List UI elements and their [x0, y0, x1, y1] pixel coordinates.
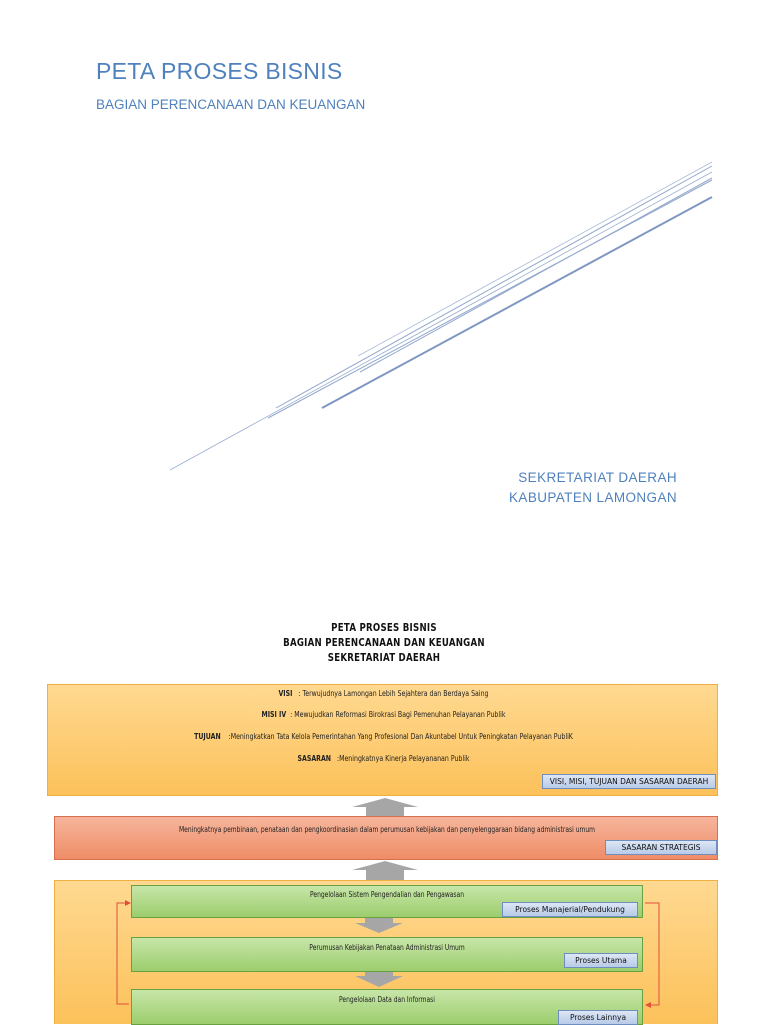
up-arrow-icon [350, 861, 420, 880]
cover-title: PETA PROSES BISNIS [96, 58, 343, 84]
process-stage-3 [131, 989, 643, 1025]
process-stage-3-tag: Proses Lainnya [558, 1010, 638, 1025]
up-arrow-icon [350, 798, 420, 816]
tujuan-row [122, 732, 645, 741]
process-stage-2-label: Perumusan Kebijakan Penataan Administrasi Umum [309, 943, 465, 952]
visi-row [122, 689, 645, 698]
process-stage-3-label: Pengelolaan Data dan Informasi [339, 995, 435, 1004]
vision-box [47, 684, 718, 796]
diagram-heading [69, 621, 699, 666]
sasaran-label: SASARAN [297, 754, 332, 763]
process-stage-1-tag: Proses Manajerial/Pendukung [502, 902, 638, 917]
organization-line-1: SEKRETARIAT DAERAH [518, 470, 677, 485]
visi-text: : Terwujudnya Lamongan Lebih Sejahtera dan Berdaya Saing [298, 689, 489, 698]
tujuan-text: :Meningkatkan Tata Kelola Pemerintahan Yang Profesional Dan Akuntabel Untuk Peningkatan Pelayanan PubliK [228, 732, 573, 741]
misi-label: MISI IV [261, 710, 287, 719]
vision-tag: VISI, MISI, TUJUAN DAN SASARAN DAERAH [542, 774, 716, 789]
process-stage-2-tag: Proses Utama [564, 953, 638, 968]
strategic-target-text: Meningkatnya pembinaan, penataan dan pengkoordinasian dalam perumusan kebijakan dan penyelenggaraan bidang administrasi umum [178, 825, 595, 834]
process-stage-1 [131, 885, 643, 918]
process-box [54, 880, 718, 1024]
sasaran-row [122, 754, 645, 763]
misi-text: : Mewujudkan Reformasi Birokrasi Bagi Pemenuhan Pelayanan Publik [290, 710, 506, 719]
process-stage-2 [131, 937, 643, 972]
sasaran-text: :Meningkatnya Kinerja Pelayananan Publik [336, 754, 470, 763]
organization-block [509, 468, 677, 508]
cover-subtitle: BAGIAN PERENCANAAN DAN KEUANGAN [96, 97, 366, 112]
heading-line-3: SEKRETARIAT DAERAH [327, 652, 441, 664]
heading-line-2: BAGIAN PERENCANAAN DAN KEUANGAN [283, 637, 485, 649]
strategic-target-tag: SASARAN STRATEGIS [605, 840, 717, 855]
visi-label: VISI [278, 689, 293, 698]
organization-line-2: KABUPATEN LAMONGAN [509, 490, 677, 505]
heading-line-1: PETA PROSES BISNIS [331, 622, 437, 634]
tujuan-label: TUJUAN [194, 732, 221, 741]
misi-row [122, 710, 645, 719]
strategic-target-box [54, 816, 718, 860]
process-stage-1-label: Pengelolaan Sistem Pengendalian dan Pengawasan [309, 890, 465, 899]
